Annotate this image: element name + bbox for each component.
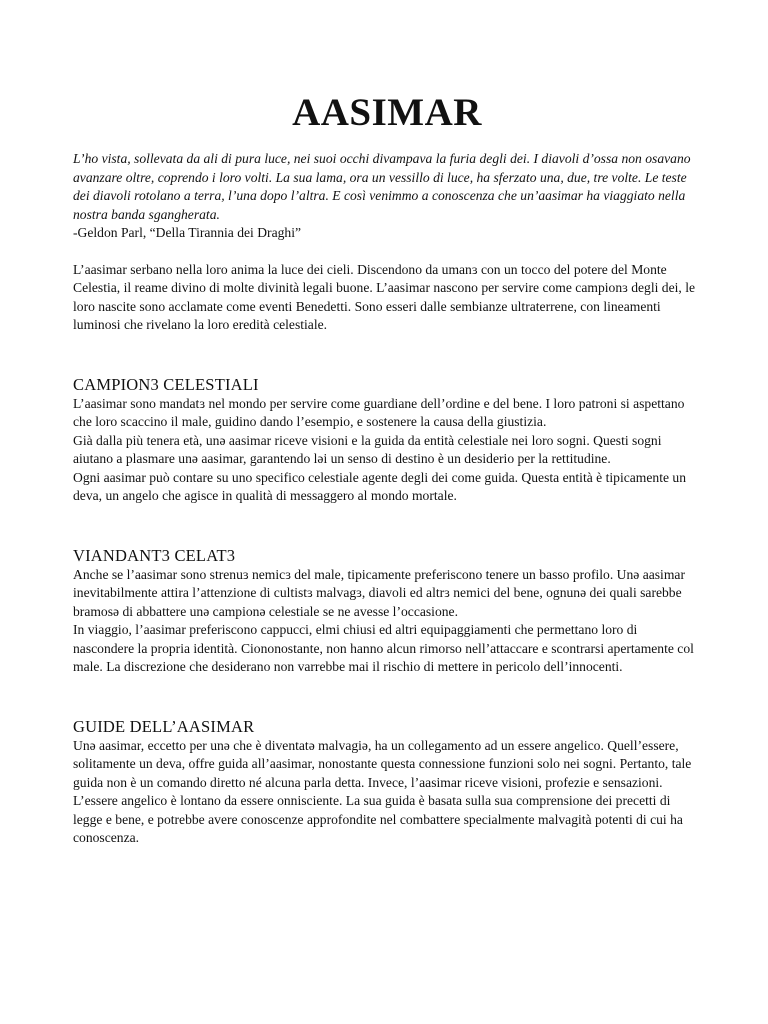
- section-paragraph: L’aasimar sono mandatɜ nel mondo per servire come guardiane dell’ordine e del bene. I loro patroni si aspettano che loro scaccino il male, guidino dando l’esempio, e sostenere la causa della giustizia.: [73, 395, 685, 429]
- section-paragraph: Già dalla più tenera età, unə aasimar riceve visioni e la guida da entità celestiale nei loro sogni. Questi sogni aiutano a plasmare unə aasimar, garantendo ləi un senso di destino è un desiderio per la rettitudine.: [73, 432, 662, 466]
- section-celestial-champions: [73, 375, 701, 506]
- document-page: [73, 90, 701, 888]
- intro-paragraph: L’aasimar serbano nella loro anima la luce dei cieli. Discendono da umanɜ con un tocco del potere del Monte Celestia, il reame divino di molte divinità legali buone. L’aasimar nascono per servire come campionɜ degli dei, le loro nascite sono acclamate come eventi Benedetti. Sono esseri dalle sembianze ultraterrene, con lineamenti luminosi che rivelano la loro eredità celestiale.: [73, 261, 696, 332]
- section-paragraph: Ogni aasimar può contare su uno specifico celestiale agente degli dei come guida. Questa entità è tipicamente un deva, un angelo che agisce in qualità di messaggero al mondo mortale.: [73, 469, 686, 503]
- section-heading: VIANDANT3 CELAT3: [73, 545, 236, 565]
- epigraph-quote: L’ho vista, sollevata da ali di pura luce, nei suoi occhi divampava la furia degli dei. I diavoli d’ossa non osavano avanzare oltre, coprendo i loro volti. La sua lama, ora un vessillo di luce, ha sferzato una, due, tre volte. Le teste dei diavoli rotolano a terra, l’una dopo l’altra. E così venimmo a conoscenza che un’aasimar ha viaggiato nella nostra banda sgangherata.: [73, 151, 691, 222]
- section-paragraph: In viaggio, l’aasimar preferiscono cappucci, elmi chiusi ed altri equipaggiamenti che permettano loro di nascondere la propria identità. Ciononostante, non hanno alcun rimorso nell’attaccare e scontrarsi apertamente col male. La discrezione che desiderano non varrebbe mai il rischio di mettere in pericolo dell’innocenti.: [73, 622, 694, 674]
- section-heading: GUIDE DELL’AASIMAR: [73, 716, 255, 736]
- section-aasimar-guides: [73, 717, 701, 848]
- section-paragraph: Unə aasimar, eccetto per unə che è diventatə malvagiə, ha un collegamento ad un essere angelico. Quell’essere, solitamente un deva, offre guida all’aasimar, nonostante questa connessione funzioni solo nei sogni. Pertanto, tale guida non è un comando diretto né alcuna parla detta. Invece, l’aasimar riceve visioni, profezie e sensazioni.: [73, 737, 692, 790]
- section-paragraph: L’essere angelico è lontano da essere onnisciente. La sua guida è basata sulla sua comprensione dei precetti di legge e bene, e potrebbe avere conoscenze approfondite nel combattere specialmente malvagità potenti di cui ha conoscenza.: [73, 793, 683, 845]
- page-title: AASIMAR: [292, 91, 482, 134]
- section-heading: CAMPION3 CELESTIALI: [73, 374, 259, 394]
- section-paragraph: Anche se l’aasimar sono strenuɜ nemicɜ del male, tipicamente preferiscono tenere un basso profilo. Unə aasimar inevitabilmente attira l’attenzione di cultistɜ malvagɜ, diavoli ed altrɜ nemici del bene, ognunə dei quali sarebbe bramosə di abbattere unə campionə celestiale se ne avesse l’occasione.: [73, 566, 685, 619]
- epigraph-attribution: -Geldon Parl, “Della Tirannia dei Draghi”: [73, 225, 302, 240]
- section-hidden-wanderers: [73, 546, 701, 677]
